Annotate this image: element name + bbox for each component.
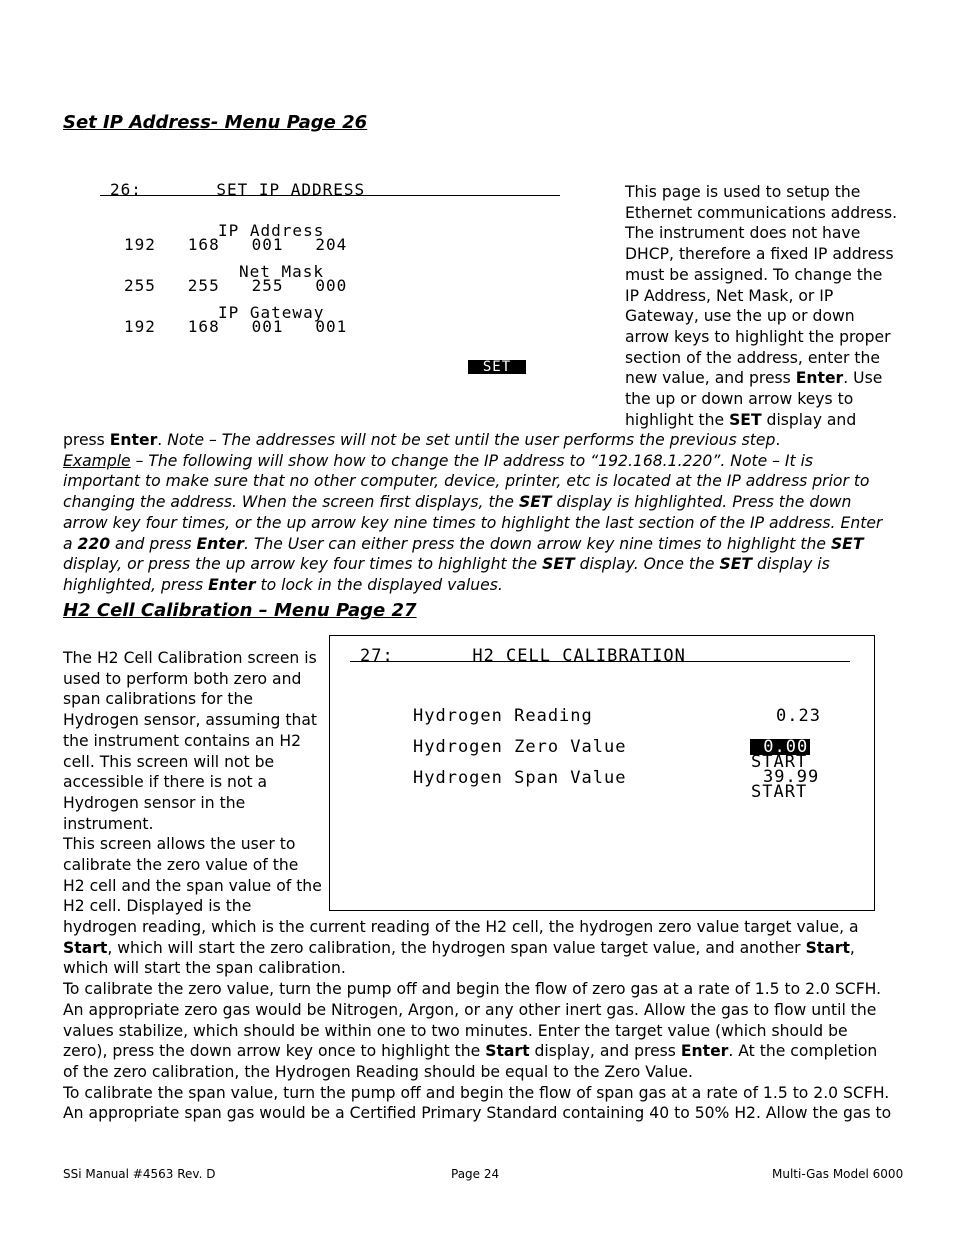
text-line: Hydrogen sensor, assuming that bbox=[63, 711, 317, 730]
text-span: . bbox=[775, 431, 781, 449]
text-span: To calibrate the zero value, turn the pump off and begin the flow of zero gas at a rate of 1.5 to 2.0 SCFH. An appropriate zero gas would be Nitrogen, Argon, or any other inert gas. Allow the gas to flow until the values stabilize, which should be within one to two minutes. Enter the target value (which should be zero), press the down arrow key once to highlight the bbox=[63, 980, 882, 1061]
ip-gateway-value: 192 168 001 001 bbox=[124, 317, 348, 336]
bold-term: SET bbox=[729, 410, 762, 429]
hydrogen-zero-value[interactable]: 0.00 bbox=[752, 737, 809, 757]
hydrogen-reading-label: Hydrogen Reading bbox=[413, 706, 593, 726]
text-span: press bbox=[63, 431, 110, 449]
text-line: the instrument contains an H2 bbox=[63, 731, 302, 750]
bold-term: SET bbox=[542, 555, 575, 574]
bold-term: SET bbox=[719, 555, 753, 574]
text-span: , which will start the zero calibration, the hydrogen span value target value, and another bbox=[107, 938, 806, 957]
text-span: display and bbox=[761, 410, 857, 429]
text-line: IP Address, Net Mask, or IP bbox=[625, 286, 834, 305]
text-line: This screen allows the user to bbox=[63, 835, 296, 854]
text-line bbox=[625, 368, 925, 389]
text-span: new value, and press bbox=[625, 369, 796, 388]
text-line: This page is used to setup the bbox=[625, 183, 861, 201]
text-span: – The following will show how to change the IP address to “192.168.1.220”. Note – It is important to make sure that no other computer, device, printer, etc is located at the IP address prior to changing the address. When the screen first displays, the bbox=[63, 451, 870, 512]
bold-term: SET bbox=[519, 493, 552, 512]
text-line: span calibrations for the bbox=[63, 690, 254, 709]
span-calibration-paragraph: To calibrate the span value, turn the pump off and begin the flow of span gas at a rate of 1.5 to 2.0 SCFH. An appropriate span gas would be a Certified Primary Standard containing 40 to 50% H2. Allow the gas to bbox=[63, 1083, 892, 1123]
set-button[interactable]: SET bbox=[468, 360, 526, 374]
text-span: hydrogen reading, which is the current reading of the H2 cell, the hydrogen zero value target value, a bbox=[63, 918, 859, 936]
text-span: display is highlighted, press bbox=[63, 555, 830, 594]
section-heading-h2: H2 Cell Calibration – Menu Page 27 bbox=[63, 600, 417, 621]
bold-term: Enter bbox=[208, 575, 256, 594]
bold-term: Enter bbox=[680, 1042, 729, 1061]
text-line: Gateway, use the up or down bbox=[625, 307, 855, 326]
hydrogen-span-value[interactable]: 39.99 bbox=[763, 767, 820, 787]
text-line: cell. This screen will not be bbox=[63, 752, 275, 771]
text-line: calibrate the zero value of the bbox=[63, 856, 299, 875]
text-span: and press bbox=[110, 534, 197, 553]
text-line: Ethernet communications address. bbox=[625, 203, 898, 222]
section-heading-ip: Set IP Address- Menu Page 26 bbox=[63, 112, 368, 133]
note-text: Note – The addresses will not be set until the user performs the previous step bbox=[167, 431, 776, 449]
text-span: display is highlighted. Press the down arrow key four times, or the up arrow key nine times to highlight the last section of the IP address. Enter a bbox=[63, 493, 883, 553]
ip-gateway-label: IP Gateway bbox=[218, 303, 325, 322]
bold-term: Enter bbox=[109, 431, 158, 449]
net-mask-label: Net Mask bbox=[239, 262, 325, 281]
footer-manual: SSi Manual #4563 Rev. D bbox=[63, 1167, 216, 1181]
text-span: , which will start the span calibration. bbox=[63, 938, 855, 978]
example-paragraph bbox=[63, 451, 893, 596]
bold-term: 220 bbox=[77, 534, 111, 553]
text-span: to lock in the displayed values. bbox=[255, 575, 503, 594]
text-span: . bbox=[157, 431, 168, 449]
footer-model: Multi-Gas Model 6000 bbox=[772, 1167, 904, 1181]
text-span: . Use bbox=[843, 369, 883, 388]
ip-address-value: 192 168 001 204 bbox=[124, 235, 348, 254]
ip-continuation bbox=[63, 430, 893, 596]
text-line: DHCP, therefore a fixed IP address bbox=[625, 245, 894, 264]
hydrogen-reading-value: 0.23 bbox=[776, 706, 821, 726]
text-span: display, or press the up arrow key four times to highlight the bbox=[63, 555, 543, 574]
text-line: must be assigned. To change the bbox=[625, 265, 883, 284]
ip-address-label: IP Address bbox=[218, 221, 325, 240]
ip-screen-title: 26: SET IP ADDRESS bbox=[110, 180, 366, 199]
hydrogen-zero-label: Hydrogen Zero Value bbox=[413, 737, 627, 757]
text-line bbox=[625, 410, 925, 431]
h2-description bbox=[63, 648, 323, 917]
text-line: Hydrogen sensor in the bbox=[63, 793, 246, 812]
span-start-button[interactable]: START bbox=[751, 782, 808, 802]
text-line: H2 cell and the span value of the bbox=[63, 876, 322, 895]
text-line: The instrument does not have bbox=[625, 224, 861, 243]
h2-screen bbox=[329, 635, 875, 911]
h2-screen-title: 27: H2 CELL CALIBRATION bbox=[360, 646, 686, 666]
bold-term: SET bbox=[830, 534, 864, 553]
text-line: instrument. bbox=[63, 814, 154, 833]
zero-calibration-paragraph bbox=[63, 979, 893, 1083]
ip-description bbox=[625, 182, 925, 430]
text-span: display, and press bbox=[529, 1042, 681, 1061]
text-span: . At the completion of the zero calibration, the Hydrogen Reading should be equal to the Zero Value. bbox=[63, 1042, 878, 1081]
bold-term: Start bbox=[63, 938, 108, 957]
text-line: accessible if there is not a bbox=[63, 773, 268, 792]
text-span: highlight the bbox=[625, 410, 730, 429]
zero-start-button[interactable]: START bbox=[751, 752, 808, 772]
bold-term: Start bbox=[805, 938, 850, 957]
text-line: H2 cell. Displayed is the bbox=[63, 897, 252, 916]
text-line: the up or down arrow keys to bbox=[625, 390, 854, 409]
ip-screen bbox=[100, 180, 562, 380]
bold-term: Enter bbox=[795, 369, 844, 388]
text-span: display. Once the bbox=[574, 555, 720, 574]
text-line: The H2 Cell Calibration screen is bbox=[63, 649, 317, 667]
bold-term: Start bbox=[485, 1042, 530, 1061]
ip-screen-divider bbox=[100, 195, 560, 196]
display-paragraph bbox=[63, 917, 893, 979]
footer-page-number: Page 24 bbox=[451, 1167, 500, 1181]
net-mask-value: 255 255 255 000 bbox=[124, 276, 348, 295]
example-label: Example bbox=[63, 451, 131, 470]
text-line: used to perform both zero and bbox=[63, 669, 302, 688]
h2-screen-divider bbox=[350, 661, 850, 662]
bold-term: Enter bbox=[196, 534, 244, 553]
h2-continuation bbox=[63, 917, 893, 1124]
text-line: section of the address, enter the bbox=[625, 348, 880, 367]
hydrogen-span-label: Hydrogen Span Value bbox=[413, 768, 627, 788]
text-line: arrow keys to highlight the proper bbox=[625, 327, 891, 346]
text-span: . The User can either press the down arrow key nine times to highlight the bbox=[243, 534, 831, 553]
press-enter-note bbox=[63, 430, 893, 451]
